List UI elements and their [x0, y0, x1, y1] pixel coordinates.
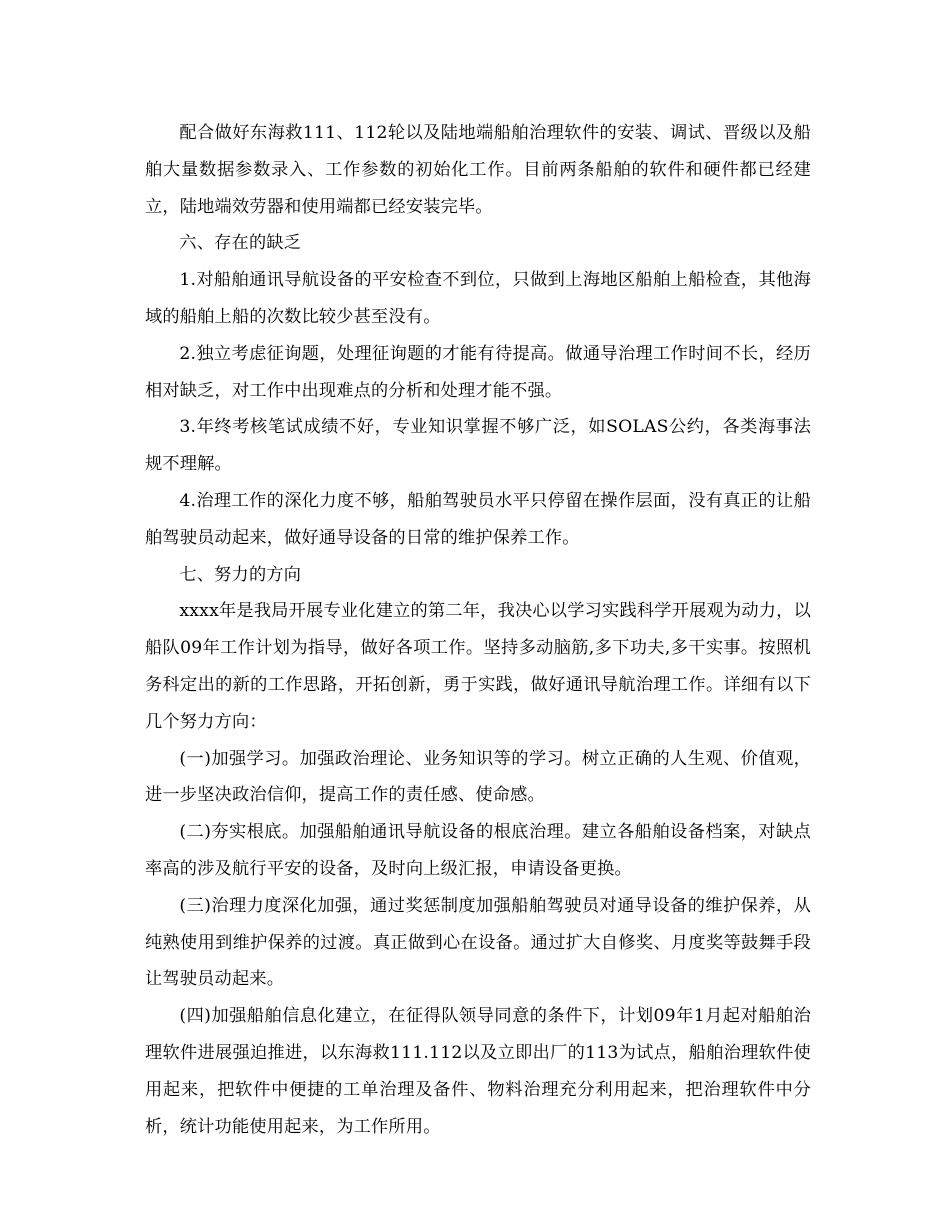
paragraph-directions-intro: xxxx年是我局开展专业化建立的第二年，我决心以学习实践科学开展观为动力，以船队09年工作计划为指导，做好各项工作。坚持多动脑筋,多下功夫,多干实事。按照机务科定出的新的工作思路，开拓创新，勇于实践，做好通讯导航治理工作。详细有以下几个努力方向： [145, 601, 811, 732]
document-body [145, 115, 811, 1145]
paragraph-direction-2: (二)夯实根底。加强船舶通讯导航设备的根底治理。建立各船舶设备档案，对缺点率高的涉及航行平安的设备，及时向上级汇报，申请设备更换。 [145, 822, 811, 879]
section-heading-directions: 七、努力的方向 [179, 564, 302, 585]
paragraph-direction-3: (三)治理力度深化加强，通过奖惩制度加强船舶驾驶员对通导设备的维护保养，从纯熟使用到维护保养的过渡。真正做到心在设备。通过扩大自修奖、月度奖等鼓舞手段让驾驶员动起来。 [145, 895, 811, 990]
paragraph-deficiency-2: 2.独立考虑征询题，处理征询题的才能有待提高。做通导治理工作时间不长，经历相对缺乏，对工作中出现难点的分析和处理才能不强。 [145, 343, 811, 401]
paragraph-deficiency-3: 3.年终考核笔试成绩不好，专业知识掌握不够广泛，如SOLAS公约，各类海事法规不理解。 [145, 417, 811, 475]
paragraph-software-installation: 配合做好东海救111、112轮以及陆地端船舶治理软件的安装、调试、晋级以及船舶大量数据参数录入、工作参数的初始化工作。目前两条船舶的软件和硬件都已经建立，陆地端效劳器和使用端都已经安装完毕。 [145, 123, 811, 217]
paragraph-deficiency-4: 4.治理工作的深化力度不够，船舶驾驶员水平只停留在操作层面，没有真正的让船舶驾驶员动起来，做好通导设备的日常的维护保养工作。 [145, 490, 811, 548]
paragraph-deficiency-1: 1.对船舶通讯导航设备的平安检查不到位，只做到上海地区船舶上船检查，其他海域的船舶上船的次数比较少甚至没有。 [145, 270, 811, 327]
paragraph-direction-1: (一)加强学习。加强政治理论、业务知识等的学习。树立正确的人生观、价值观，进一步坚决政治信仰，提高工作的责任感、使命感。 [145, 748, 811, 806]
paragraph-direction-4: (四)加强船舶信息化建立，在征得队领导同意的条件下，计划09年1月起对船舶治理软件进展强迫推进，以东海救111.112以及立即出厂的113为试点，船舶治理软件使用起来，把软件中便捷的工单治理及备件、物料治理充分利用起来，把治理软件中分析，统计功能使用起来，为工作所用。 [145, 1006, 811, 1137]
section-heading-deficiencies: 六、存在的缺乏 [179, 233, 302, 254]
